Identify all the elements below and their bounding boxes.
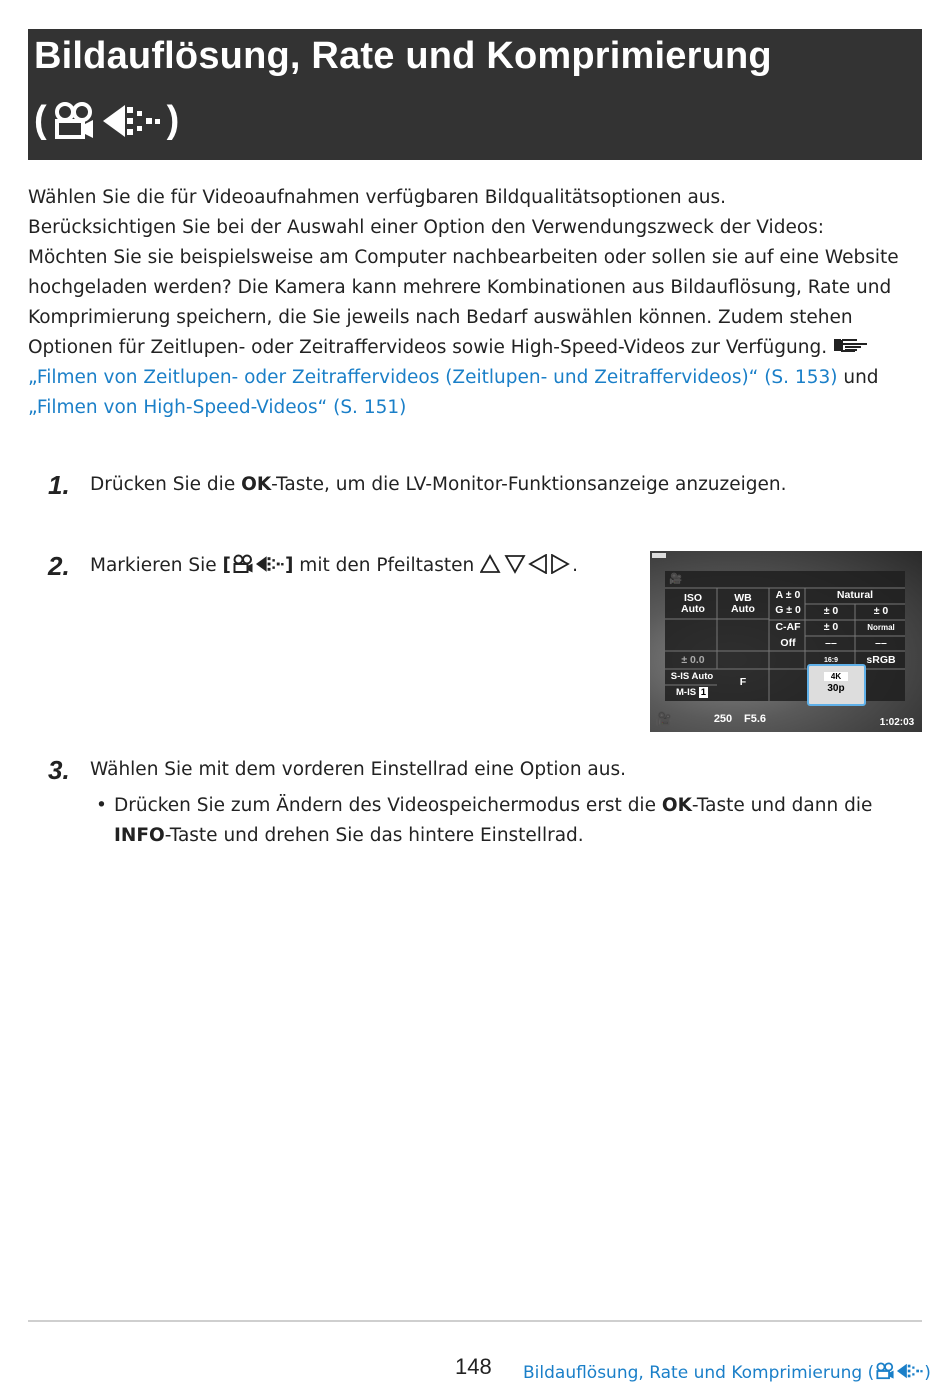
footer-section-link[interactable] (523, 1362, 931, 1383)
bullet-text-pre: Drücken Sie zum Ändern des Videospeichermodus erst die (114, 795, 662, 816)
wb-g-value: G ± 0 (775, 604, 801, 616)
face-priority: Off (780, 637, 796, 649)
resolution: 4K (824, 672, 848, 681)
ok-button-label: OK (661, 795, 692, 816)
dash-1: –– (825, 637, 837, 649)
ok-button-label: OK (241, 474, 272, 495)
stabilizer: S-IS Auto (670, 671, 714, 682)
wb-a-value: A ± 0 (775, 589, 801, 601)
step-text: Wählen Sie mit dem vorderen Einstellrad eine Option aus. (90, 759, 627, 780)
sharpness: ± 0 (823, 605, 839, 617)
page-title-icons (34, 99, 179, 142)
bullet-text (114, 791, 896, 851)
footer-divider (28, 1320, 922, 1322)
shutter-speed: 250 (713, 713, 733, 725)
pointing-hand-icon (833, 335, 871, 355)
page-number: 148 (455, 1354, 492, 1379)
step-text-post: -Taste, um die LV-Monitor-Funktionsanzeige anzuzeigen. (271, 474, 787, 495)
step-3-bullet (96, 791, 896, 851)
movie-camera-icon (874, 1362, 896, 1380)
intro-body: Berücksichtigen Sie bei der Auswahl einer Option den Verwendungszweck der Videos: Möchten Sie sie beispielsweise am Computer nachbearbeiten oder sollen sie auf eine Website hochgeladen werden? Die Kamera kann mehrere Kombinationen aus Bildauflösung, Rate und Komprimierung speichern, die Sie jeweils nach Bedarf auswählen können. Zudem stehen Optionen für Zeitlupen- oder Zeitraffervideos sowie High-Speed-Videos zur Verfügung. (28, 217, 899, 358)
saturation: ± 0 (823, 621, 839, 633)
iso-value: Auto (681, 603, 705, 615)
frame-rate: 30p (827, 683, 845, 694)
intro-text (28, 183, 908, 423)
movie-camera-icon (51, 101, 97, 141)
wb-label: WB (734, 592, 752, 604)
info-button-label: INFO (114, 825, 165, 846)
step-text-pre: Markieren Sie (90, 555, 223, 576)
super-control-panel (665, 571, 905, 701)
image-quality-icon (101, 101, 163, 141)
aperture: F5.6 (743, 713, 766, 725)
bullet-text-post: -Taste und drehen Sie das hintere Einstellrad. (164, 825, 584, 846)
movie-is-number: 1 (700, 687, 706, 698)
bullet-text-mid: -Taste und dann die (691, 795, 873, 816)
step-number: 1. (48, 470, 70, 500)
link-high-speed[interactable]: „Filmen von High-Speed-Videos“ (S. 151) (28, 397, 407, 418)
color-space: sRGB (866, 654, 896, 666)
movie-is (667, 687, 717, 698)
step-3 (48, 755, 626, 785)
movie-quality-icon-label: 🎥 (669, 573, 683, 585)
dash-2: –– (875, 637, 887, 649)
step-2 (48, 551, 578, 581)
movie-quality-highlight[interactable] (807, 664, 866, 706)
movie-mode-icon: 🎥 (655, 711, 673, 726)
af-mode: C-AF (775, 621, 801, 633)
step-1 (48, 470, 786, 500)
picture-mode: Natural (836, 589, 874, 601)
step-number: 3. (48, 755, 70, 785)
and-text: und (843, 367, 879, 388)
recording-time: 1:02:03 (879, 717, 915, 728)
movie-is-label: M-IS (676, 687, 697, 698)
gradation: Normal (867, 623, 895, 632)
iso-label: ISO (683, 592, 703, 604)
close-paren: ) (166, 99, 180, 141)
flash-comp: ± 0.0 (681, 654, 705, 666)
step-text: Markieren Sie [ ] mit den Pfeiltasten . (90, 555, 579, 576)
lv-monitor-screenshot (650, 551, 922, 732)
wb-value: Auto (731, 603, 755, 615)
image-quality-icon (255, 554, 285, 574)
arrow-keys-icon (480, 554, 572, 574)
step-text-pre: Drücken Sie die (90, 474, 242, 495)
intro-paragraph-2 (28, 213, 908, 423)
battery-icon (652, 553, 668, 559)
footer-section-title: Bildauflösung, Rate und Komprimierung ( (523, 1363, 875, 1383)
image-quality-icon (896, 1362, 924, 1380)
still-quality: F (739, 676, 747, 688)
link-slow-motion[interactable]: „Filmen von Zeitlupen- oder Zeitraffervideos (Zeitlupen- und Zeitraffervideos)“ (S. 153) (28, 367, 838, 388)
page-title: Bildauflösung, Rate und Komprimierung (34, 35, 772, 77)
footer-close-paren: ) (924, 1363, 931, 1383)
step-number: 2. (48, 551, 70, 581)
intro-paragraph-1: Wählen Sie die für Videoaufnahmen verfügbaren Bildqualitätsoptionen aus. (28, 187, 727, 208)
bullet-dot: • (96, 795, 107, 816)
contrast: ± 0 (873, 605, 889, 617)
open-paren: ( (34, 99, 47, 141)
step-text-post: mit den Pfeiltasten (293, 555, 481, 576)
step-text (90, 470, 786, 500)
movie-camera-icon (231, 554, 255, 574)
aspect-ratio: 16:9 (823, 657, 838, 664)
page-title-bar (28, 29, 922, 160)
